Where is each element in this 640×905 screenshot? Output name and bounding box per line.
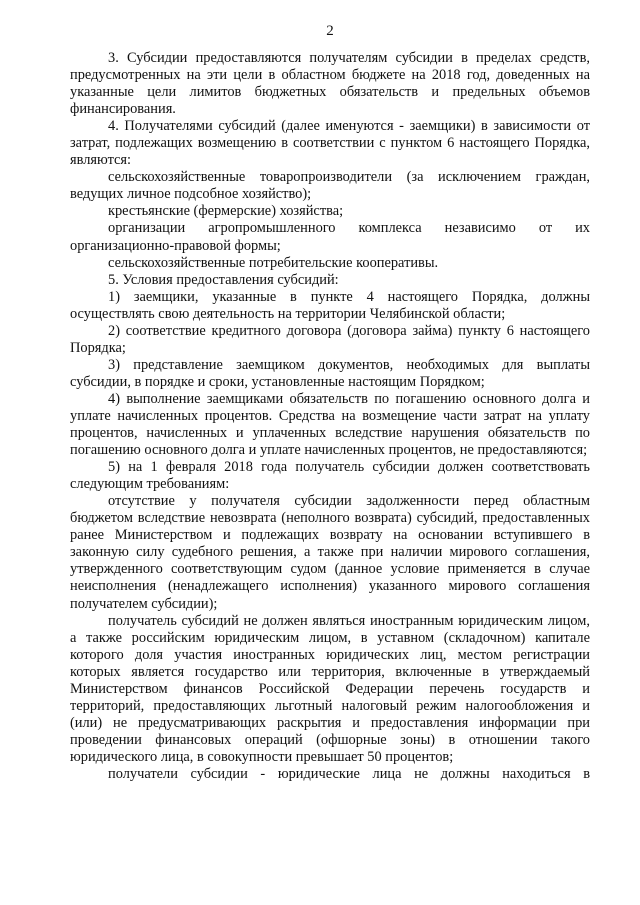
paragraph-condition-3: 3) представление заемщиком документов, необходимых для выплаты субсидии, в порядке и сроки, установленные настоящим Порядком;: [70, 356, 590, 390]
paragraph-condition-2: 2) соответствие кредитного договора (договора займа) пункту 6 настоящего Порядка;: [70, 322, 590, 356]
paragraph-agri-producers: сельскохозяйственные товаропроизводители (за исключением граждан, ведущих личное подсобное хозяйство);: [70, 169, 590, 203]
paragraph-condition-4: 4) выполнение заемщиками обязательств по погашению основного долга и уплате начисленных процентов. Средства на возмещение части затрат на уплату процентов, начисленных и уплаченных вследствие нарушения обязательств по погашению основного долга и уплате начисленных процентов, не предоставляются;: [70, 390, 590, 459]
paragraph-agro-organizations: организации агропромышленного комплекса независимо от их организационно-правовой формы;: [70, 220, 590, 254]
page-number: 2: [326, 23, 334, 39]
paragraph-cooperatives: сельскохозяйственные потребительские кооперативы.: [108, 254, 439, 271]
document-body: [70, 50, 590, 783]
paragraph-no-debt: отсутствие у получателя субсидии задолженности перед областным бюджетом вследствие невозврата (неполного возврата) субсидий, предоставленных ранее Министерством и подлежащих возврату на основании вступившего в законную силу судебного решения, а также при наличии мирового соглашения, утвержденного соответствующим судом (данное условие применяется в случае неисполнения (ненадлежащего исполнения) указанного мирового соглашения получателем субсидии);: [70, 493, 590, 612]
paragraph-item-3: 3. Субсидии предоставляются получателям субсидии в пределах средств, предусмотренных на эти цели в областном бюджете на 2018 год, доведенных на указанные цели лимитов бюджетных обязательств и предельных объемов финансирования.: [70, 50, 590, 118]
paragraph-legal-entities: получатели субсидии - юридические лица не должны находиться в: [108, 765, 590, 782]
paragraph-farms: крестьянские (фермерские) хозяйства;: [108, 203, 344, 220]
paragraph-condition-1: 1) заемщики, указанные в пункте 4 настоящего Порядка, должны осуществлять свою деятельность на территории Челябинской области;: [70, 288, 590, 322]
paragraph-not-foreign-entity: получатель субсидий не должен являться иностранным юридическим лицом, а также российским юридическим лицом, в уставном (складочном) капитале которого доля участия иностранных юридических лиц, местом регистрации которых является государство или территория, включенные в утверждаемый Министерством финансов Российской Федерации перечень государств и территорий, предоставляющих льготный налоговый режим налогообложения и (или) не предусматривающих раскрытия и предоставления информации при проведении финансовых операций (офшорные зоны) в отношении такого юридического лица, в совокупности превышает 50 процентов;: [70, 612, 590, 765]
paragraph-condition-5: 5) на 1 февраля 2018 года получатель субсидии должен соответствовать следующим требованиям:: [70, 459, 590, 493]
paragraph-item-4: 4. Получателями субсидий (далее именуются - заемщики) в зависимости от затрат, подлежащих возмещению в соответствии с пунктом 6 настоящего Порядка, являются:: [70, 118, 590, 169]
paragraph-item-5: 5. Условия предоставления субсидий:: [108, 271, 339, 288]
